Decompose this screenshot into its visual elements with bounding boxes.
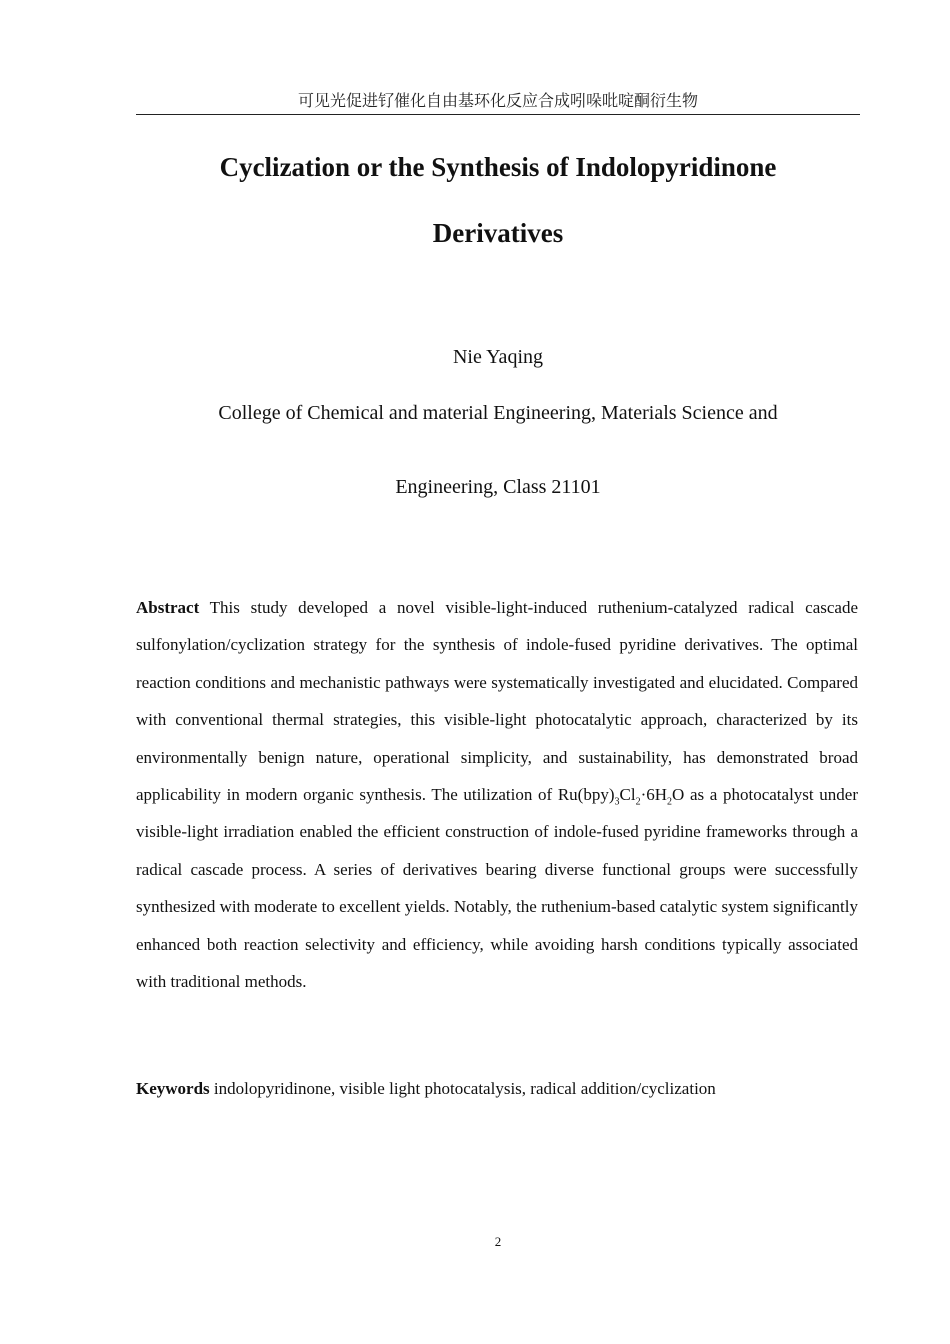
abstract-text-part2: as a photocatalyst under visible-light irradiation enabled the efficient construction of indole-fused pyridine frameworks through a radical cascade process. A series of derivatives bearing diverse functional groups were successfully synthesized with moderate to excellent yields. Notably, the ruthenium-based catalytic system significantly enhanced both reaction selectivity and efficiency, while avoiding harsh conditions typically associated with traditional methods. <box>136 785 858 992</box>
abstract-paragraph <box>136 589 858 1000</box>
title-line-1: Cyclization or the Synthesis of Indolopyridinone <box>219 152 777 182</box>
keywords-paragraph <box>136 1074 858 1104</box>
affiliation <box>136 376 860 524</box>
running-header: 可见光促进钌催化自由基环化反应合成吲哚吡啶酮衍生物 <box>297 91 698 110</box>
affiliation-line-2: Engineering, Class 21101 <box>395 476 601 498</box>
affiliation-line-1: College of Chemical and material Engineering, Materials Science and <box>218 402 778 424</box>
author-name: Nie Yaqing <box>452 346 543 368</box>
page-number: 2 <box>494 1234 502 1249</box>
abstract-text-part1: This study developed a novel visible-light-induced ruthenium-catalyzed radical cascade sulfonylation/cyclization strategy for the synthesis of indole-fused pyridine derivatives. The optimal reaction conditions and mechanistic pathways were systematically investigated and elucidated. Compared with conventional thermal strategies, this visible-light photocatalytic approach, characterized by its environmentally benign nature, operational simplicity, and sustainability, has demonstrated broad applicability in modern organic synthesis. The utilization of <box>136 598 858 805</box>
catalyst-formula: $Ru(bpy)_3Cl_2\cdot 6H_2O$ <box>557 785 685 808</box>
paper-title <box>136 134 860 266</box>
abstract-label: Abstract <box>136 598 200 617</box>
header-rule <box>136 114 860 115</box>
keywords-label: Keywords <box>136 1079 210 1098</box>
title-line-2: Derivatives <box>432 218 564 248</box>
keywords-text: indolopyridinone, visible light photocatalysis, radical addition/cyclization <box>213 1079 716 1098</box>
